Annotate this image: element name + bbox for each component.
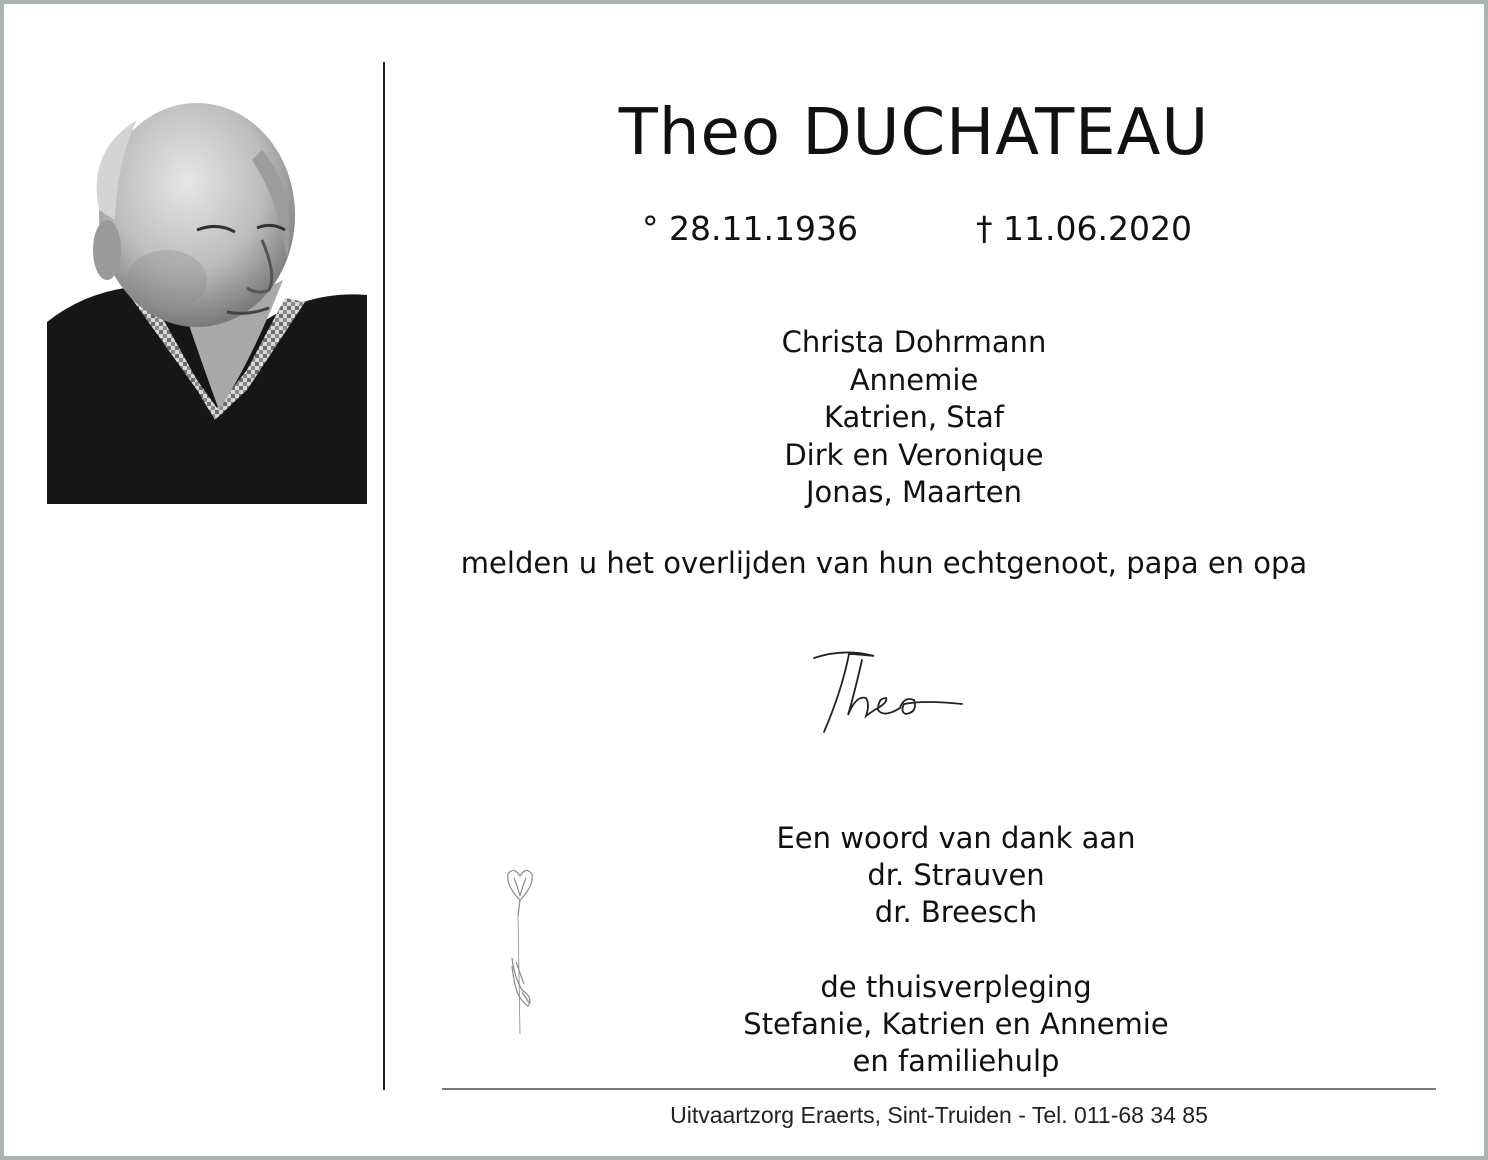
funeral-home-footer: Uitvaartzorg Eraerts, Sint-Truiden - Tel. 011-68 34 85 bbox=[670, 1102, 1208, 1128]
thanks-line: Een woord van dank aan bbox=[776, 821, 1136, 855]
thanks-line: dr. Strauven bbox=[867, 858, 1045, 893]
portrait-photo bbox=[47, 90, 367, 504]
deceased-name: Theo DUCHATEAU bbox=[618, 96, 1210, 170]
vertical-divider bbox=[383, 62, 385, 1090]
death-date: † 11.06.2020 bbox=[976, 209, 1192, 248]
thanks-line: de thuisverpleging bbox=[820, 969, 1092, 1004]
family-member: Annemie bbox=[849, 362, 979, 397]
thanks-text bbox=[644, 820, 1268, 1080]
footer-divider bbox=[442, 1088, 1436, 1090]
birth-date: ° 28.11.1936 bbox=[642, 209, 858, 248]
family-member: Katrien, Staf bbox=[823, 400, 1005, 434]
family-member: Christa Dohrmann bbox=[781, 325, 1047, 359]
family-member: Jonas, Maarten bbox=[805, 475, 1023, 509]
heart-balloon-icon bbox=[500, 866, 540, 1036]
announcement-text: melden u het overlijden van hun echtgenoot, papa en opa bbox=[460, 546, 1308, 580]
family-list bbox=[444, 324, 1384, 512]
signature bbox=[804, 640, 974, 740]
thanks-line: dr. Breesch bbox=[874, 895, 1038, 930]
family-member: Dirk en Veronique bbox=[784, 437, 1044, 472]
spacer bbox=[644, 932, 1268, 969]
thanks-line: en familiehulp bbox=[852, 1044, 1060, 1079]
thanks-line: Stefanie, Katrien en Annemie bbox=[743, 1007, 1169, 1041]
